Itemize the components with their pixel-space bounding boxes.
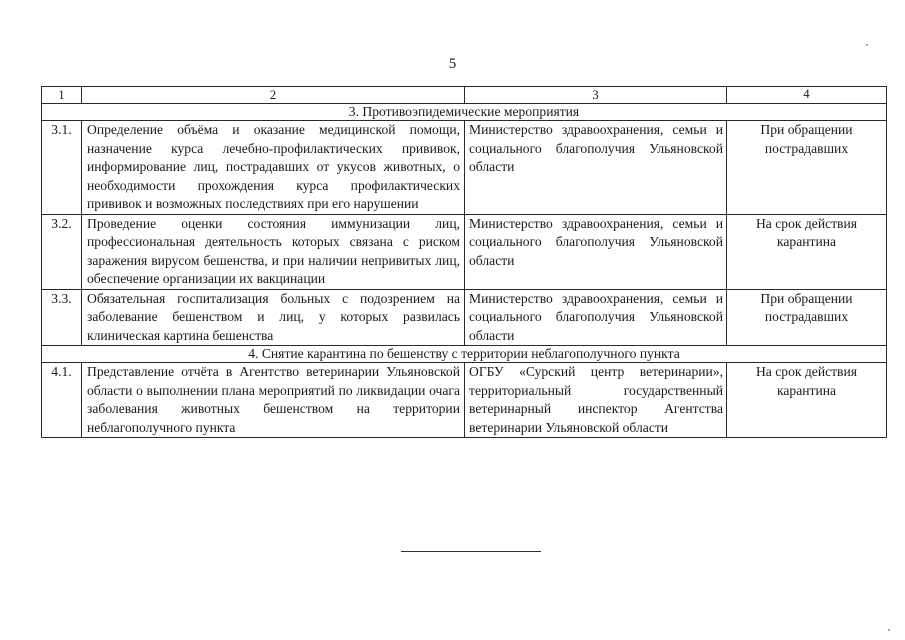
- row-number: 3.3.: [42, 289, 82, 346]
- scan-speck: [888, 629, 890, 631]
- closing-divider-line: [401, 551, 541, 552]
- table-row: [42, 363, 887, 438]
- page-number: 5: [448, 56, 457, 72]
- section-title: 4. Снятие карантина по бешенству с территории неблагополучного пункта: [42, 346, 887, 363]
- table-row: [42, 214, 887, 289]
- row-executor: Министерство здравоохранения, семьи и социального благополучия Ульяновской области: [465, 289, 727, 346]
- section-row: [42, 346, 887, 363]
- section-row: [42, 104, 887, 121]
- scan-speck: [866, 44, 868, 46]
- row-executor: ОГБУ «Сурский центр ветеринарии», территориальный государственный ветеринарный инспектор Агентства ветеринарии Ульяновской области: [465, 363, 727, 438]
- header-cell-1: 1: [42, 87, 82, 104]
- row-number: 3.2.: [42, 214, 82, 289]
- row-term: При обращении пострадавших: [727, 121, 887, 215]
- table-row: [42, 289, 887, 346]
- row-number: 3.1.: [42, 121, 82, 215]
- table-header-row: [42, 87, 887, 104]
- header-cell-3: 3: [465, 87, 727, 104]
- row-executor: Министерство здравоохранения, семьи и социального благополучия Ульяновской области: [465, 214, 727, 289]
- row-term: На срок действия карантина: [727, 214, 887, 289]
- header-cell-2: 2: [82, 87, 465, 104]
- row-term: На срок действия карантина: [727, 363, 887, 438]
- row-number: 4.1.: [42, 363, 82, 438]
- row-description: Представление отчёта в Агентство ветеринарии Ульяновской области о выполнении плана мероприятий по ликвидации очага заболевания животных бешенством на территории неблагополучного пункта: [82, 363, 465, 438]
- section-title: 3. Противоэпидемические мероприятия: [42, 104, 887, 121]
- row-term: При обращении пострадавших: [727, 289, 887, 346]
- row-executor: Министерство здравоохранения, семьи и социального благополучия Ульяновской области: [465, 121, 727, 215]
- measures-table: [41, 86, 887, 438]
- table-row: [42, 121, 887, 215]
- row-description: Определение объёма и оказание медицинской помощи, назначение курса лечебно-профилактических прививок, информирование лиц, пострадавших от укусов животных, о необходимости прохождения курса профилактических прививок и возможных последствиях при его нарушении: [82, 121, 465, 215]
- row-description: Обязательная госпитализация больных с подозрением на заболевание бешенством и лиц, у которых развилась клиническая картина бешенства: [82, 289, 465, 346]
- row-description: Проведение оценки состояния иммунизации лиц, профессиональная деятельность которых связана с риском заражения вирусом бешенства, и при наличии непривитых лиц, обеспечение организации их вакцинации: [82, 214, 465, 289]
- header-cell-4: 4: [727, 87, 887, 104]
